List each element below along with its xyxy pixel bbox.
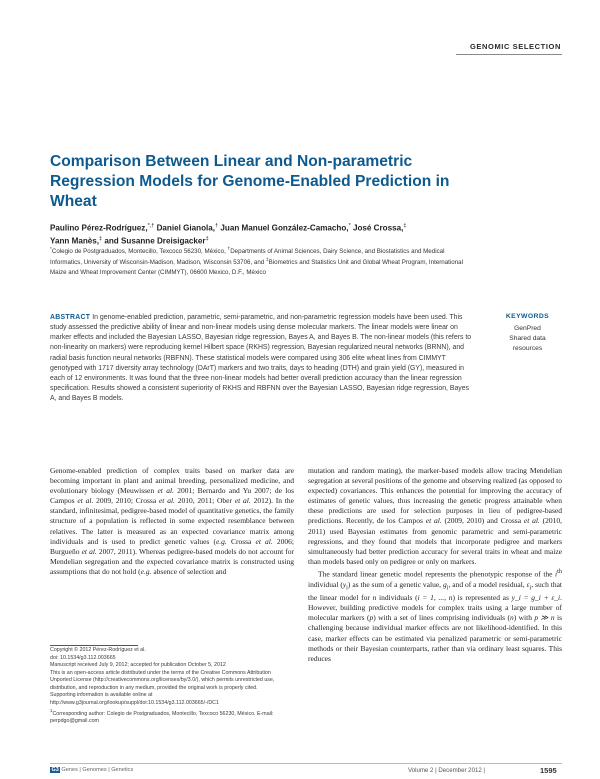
footnote-corresponding: $^1$Corresponding author: Colegio de Postgraduados, Montecillo, Texcoco 56230, México. E-mail: perpdgo@gmail.com — [50, 708, 274, 725]
footnote-received: Manuscript received July 9, 2012; accepted for publication October 5, 2012 — [50, 662, 226, 668]
author-name: and Susanne Dreisigacker — [104, 236, 206, 246]
abstract — [50, 313, 472, 404]
body-paragraph: The standard linear genetic model represents the phenotypic response of the $i^{th}$ individual $(y_i)$ as the sum of a genetic value, $g_i$, and of a model residual, $\varepsilon_i$, such that the linear model for n individuals (i = 1, ..., n) is represented as y_i = g_i + ε_i. However, building predictive models for complex traits using a large number of molecular markers (p) with a set of lines comprising individuals (n) with p ≫ n is challenging because individual marker effects are not likelihood-identified. In this case, marker effects can be estimated via penalized parametric or semi-parametric methods or their Bayesian counterparts, rather than via ordinary least squares. This reduces — [308, 567, 562, 663]
affiliation-mark: * — [50, 247, 52, 252]
keyword-item: GenPred — [514, 325, 541, 332]
affiliation-text: Departments of Animal Sciences, Dairy Science, and Biostatistics and Medical Informatics, University of Wisconsin-Madison, Madison, Wisconsin 53706, and — [50, 248, 445, 267]
affiliation-text: Colegio de Postgraduados, Montecillo, Texcoco 56230, México, — [51, 248, 226, 256]
footnote-copyright: Copyright © 2012 Pérez-Rodríguez et al. — [50, 647, 146, 653]
author-affiliation-mark: † — [215, 223, 219, 229]
author-name: Juan Manuel González-Camacho, — [220, 223, 349, 233]
journal-name: Genes | Genomes | Genetics — [61, 767, 134, 773]
author-affiliation-mark: * — [348, 223, 351, 229]
journal-logo — [50, 767, 133, 773]
footnote-license: This is an open-access article distributed under the terms of the Creative Commons Attribution Unported License (http://creativecommons.org/licenses/by/3.0/), which permits unrestricted use, distribution, and reproduction in any medium, provided the original work is properly cited. — [50, 669, 275, 691]
body-paragraph: Genome-enabled prediction of complex traits based on marker data are becoming important in plant and animal breeding, personalized medicine, and evolutionary biology (Meuwissen et al. 2001; Bernardo and Yu 2007; de los Campos et al. 2009, 2010; Crossa et al. 2010, 2011; Ober et al. 2012). In the standard, infinitesimal, pedigree-based model of quantitative genetics, the family structure of a population is reflected in some expected resemblance between relatives. The latter is measured as an expected covariance matrix among individuals and is used to predict genetic values (e.g. Crossa et al. 2006; Burgueño et al. 2007, 2011). Whereas pedigree-based models do not account for Mendelian segregation and the expected covariance matrix is constructed using assumptions that do not hold (e.g. absence of selection and — [50, 466, 295, 576]
affiliation-mark: ‡ — [265, 258, 269, 264]
issue-info: Volume 2 | December 2012 | — [408, 767, 486, 774]
abstract-label: ABSTRACT — [50, 314, 91, 321]
abstract-text: In genome-enabled prediction, parametric, semi-parametric, and non-parametric regression models have been used. This study assessed the predictive ability of linear and non-linear models using dense molecular markers. The linear models were linear on marker effects and included the Bayesian LASSO, Bayesian ridge regression, Bayes A, and Bayes B. The non-linear models (this refers to non-linearity on markers) were reproducing kernel Hilbert space (RKHS) regression, Bayesian regularized neural networks (BRNN), and radial basis function neural networks (RBFNN). These statistical models were compared using 306 elite wheat lines from CIMMYT genotyped with 1717 diversity array technology (DArT) markers and two traits, days to heading (DTH) and grain yield (GY), measured in each of 12 environments. It was found that the three non-linear models had better overall prediction accuracy than the linear regression specification. Results showed a consistent superiority of RKHS and RBFNN over the Bayesian LASSO, Bayesian ridge regression, Bayes A, and Bayes B models. — [50, 314, 472, 403]
footnote-supporting: Supporting information is available online at http://www.g3journal.org/lookup/suppl/doi:10.1534/g3.112.003665/-/DC1 — [50, 692, 219, 706]
author-affiliation-mark: ‡ — [403, 223, 407, 229]
author-name: Daniel Gianola, — [156, 223, 216, 233]
affiliation-text: Biometrics and Statistics Unit and Global Wheat Program, International Maize and Wheat Improvement Center (CIMMYT), 06600 Mexico, D.F., México — [50, 259, 463, 276]
page-number: 1595 — [540, 766, 557, 775]
g3-logo-icon: G3 — [51, 767, 59, 773]
affiliation-mark: † — [227, 247, 231, 252]
footnote-divider — [50, 645, 138, 646]
section-label: GENOMIC SELECTION — [469, 42, 561, 51]
keywords-title: KEYWORDS — [505, 313, 550, 320]
keywords-list — [490, 324, 565, 354]
keyword-item: Shared data — [509, 335, 546, 342]
keyword-item: resources — [512, 345, 543, 352]
section-divider — [456, 54, 562, 55]
author-name: José Crossa, — [352, 223, 404, 233]
author-name: Yann Manès, — [50, 236, 100, 246]
footnotes — [50, 647, 294, 726]
author-affiliation-mark: ‡ — [99, 236, 103, 243]
author-name: Paulino Pérez-Rodríguez, — [50, 223, 148, 233]
footer-divider — [50, 763, 562, 764]
body-paragraph: mutation and random mating), the marker-based models allow tracing Mendelian segregation at several positions of the genome and observing realized (as opposed to expected) covariances. This enhances the potential for improving the accuracy of estimates of genetic values, thus increasing the genetic progress attainable when these predictions are used for selection purposes in lieu of pedigree-based predictions. Recently, de los Campos et al. (2009, 2010) and Crossa et al. (2010, 2011) used Bayesian estimates from genomic parametric and semi-parametric regressions, and they found that models that incorporate pedigree and markers simultaneously had better prediction accuracy for several traits in wheat and maize than models based only on pedigree or only on markers. — [308, 466, 562, 566]
footnote-doi: doi: 10.1534/g3.112.003665 — [50, 654, 116, 661]
author-affiliation-mark: ‡ — [205, 236, 209, 243]
body-column-left — [50, 466, 294, 577]
body-column-right — [308, 466, 562, 664]
article-title: Comparison Between Linear and Non-parametric Regression Models for Genome-Enabled Prediction in Wheat — [50, 153, 450, 210]
author-affiliation-mark: *,† — [147, 223, 155, 229]
author-list — [50, 221, 480, 247]
affiliations — [50, 245, 472, 277]
